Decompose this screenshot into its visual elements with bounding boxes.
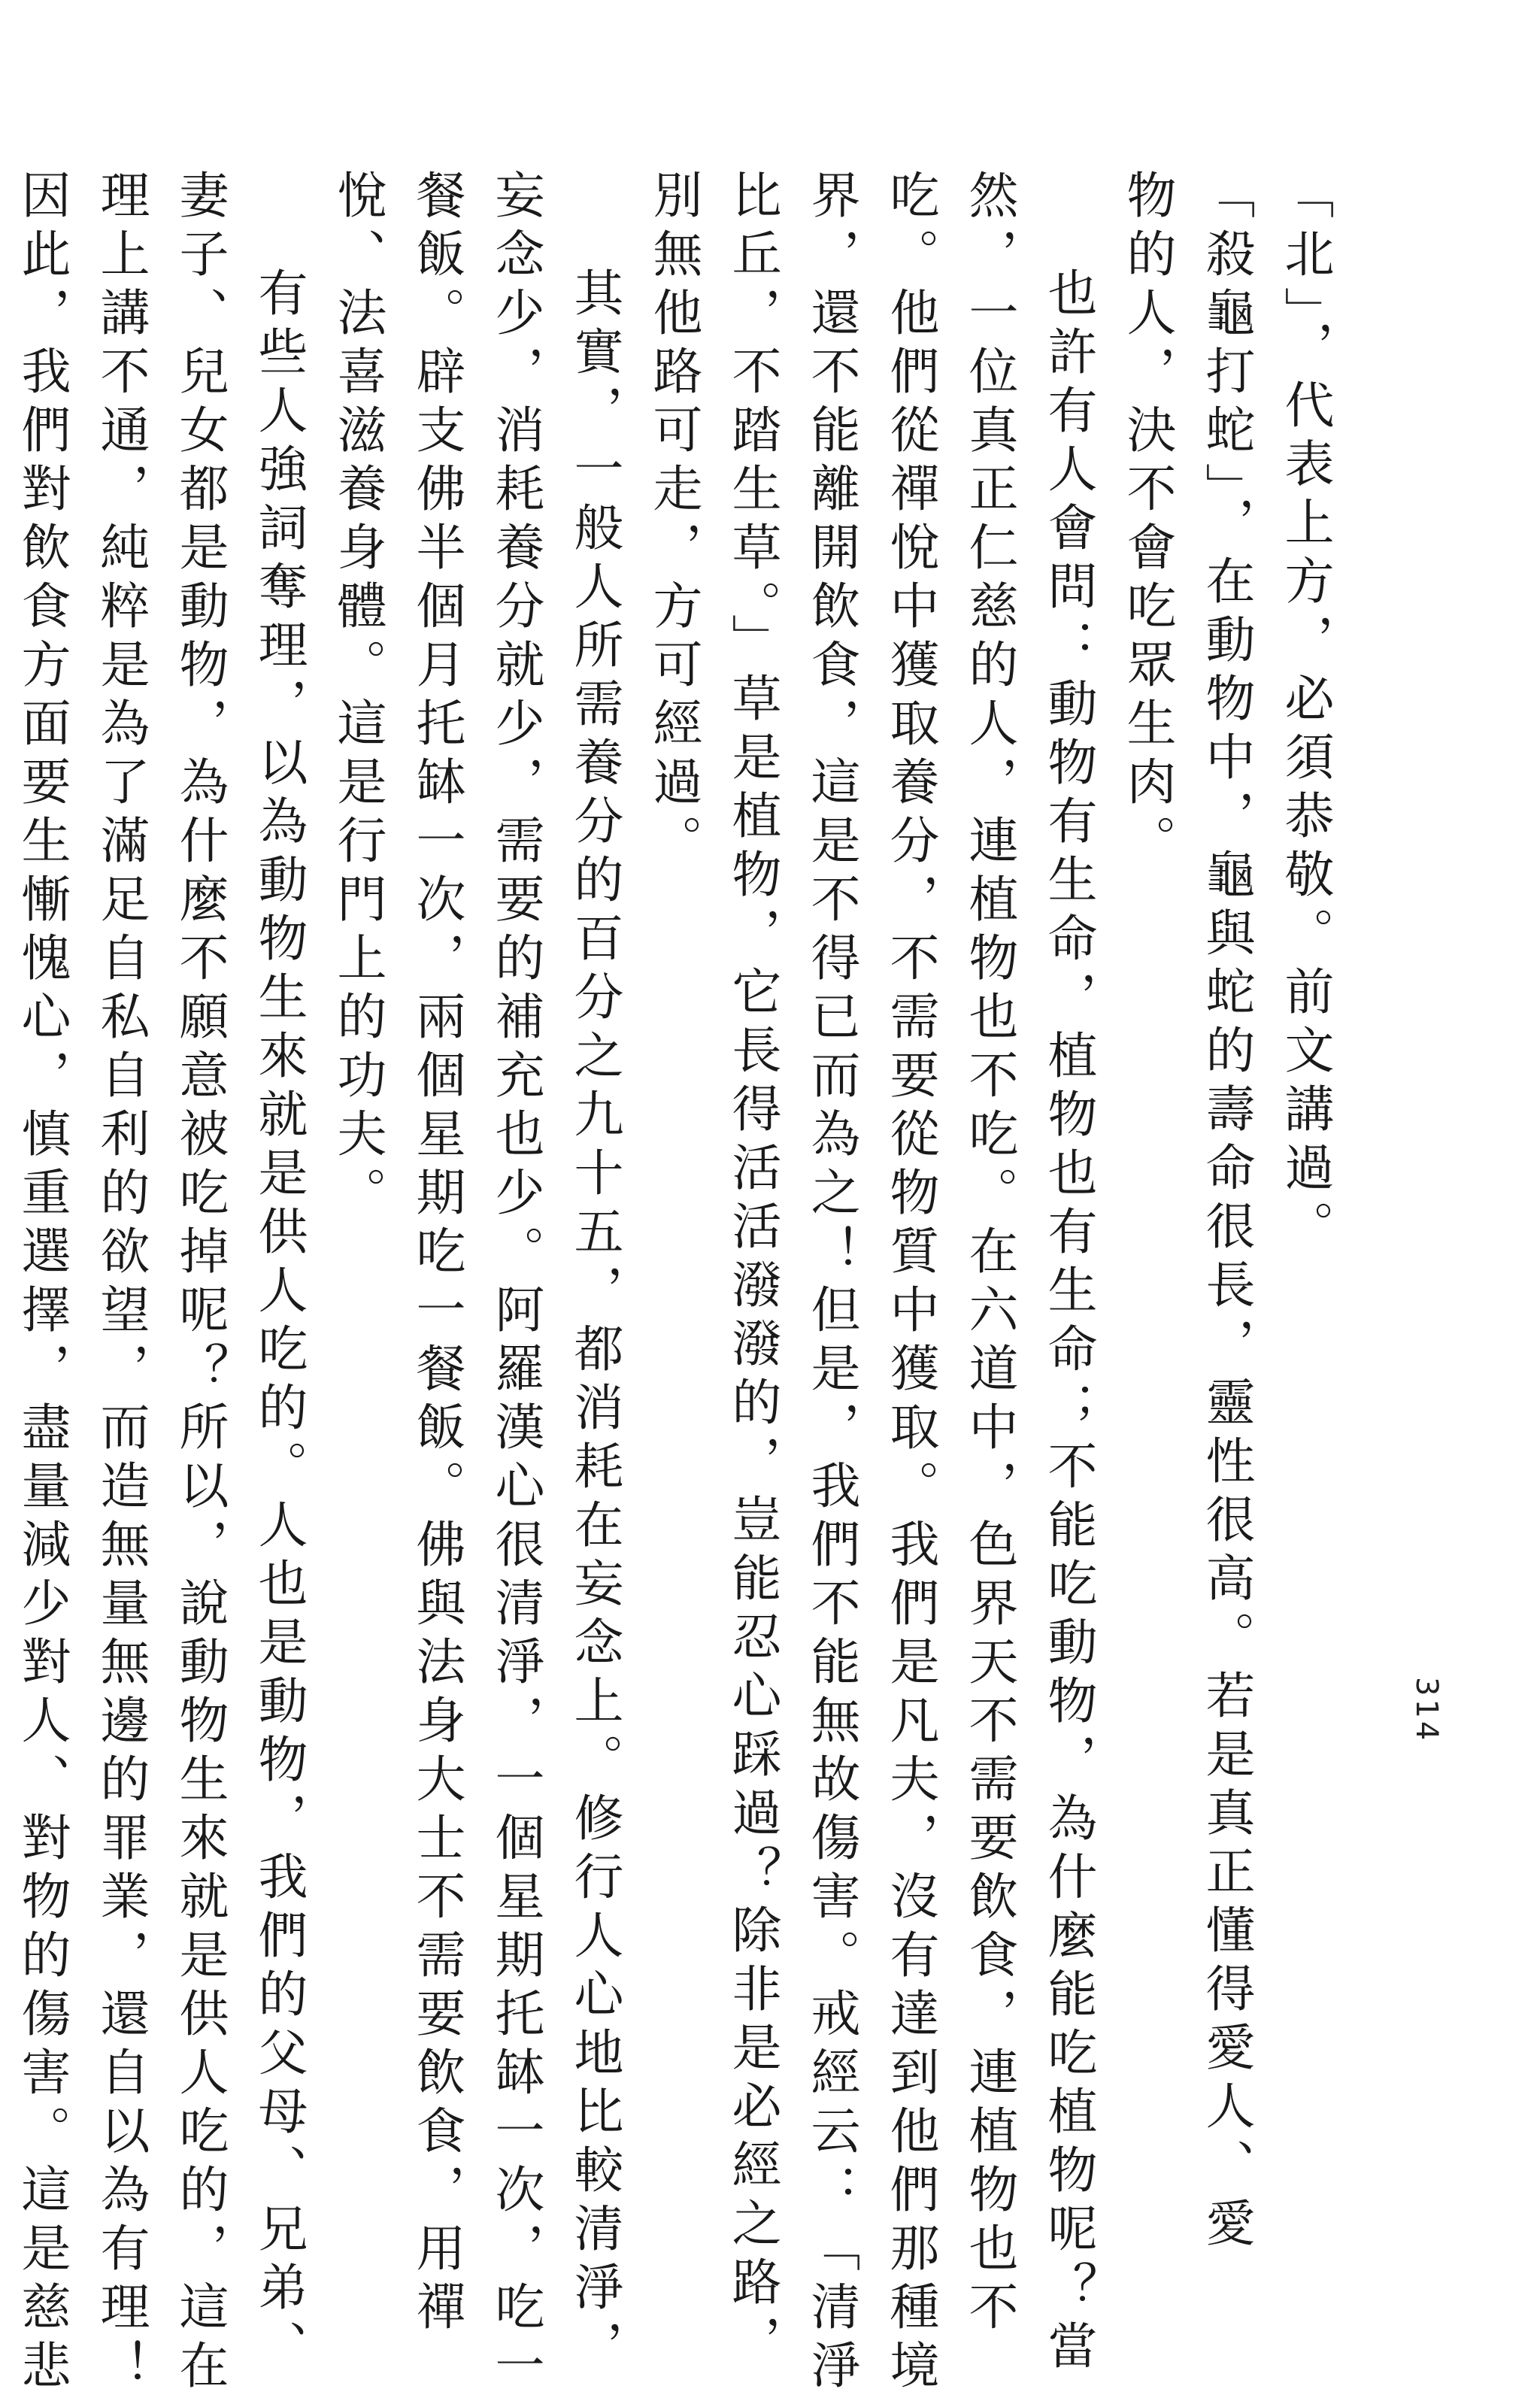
text-line-9: 別無他路可走，方可經過。 (644, 169, 702, 873)
text-line-15: 妻子、兒女都是動物，為什麼不願意被吃掉呢？所以，說動物生來就是供人吃的，這在 (171, 169, 229, 2398)
text-line-6: 吃。他們從禪悅中獲取養分，不需要從物質中獲取。我們是凡夫，沒有達到他們那種境 (881, 169, 939, 2398)
text-line-2: 「殺龜打蛇」，在動物中，龜與蛇的壽命很長，靈性很高。若是真正懂得愛人、愛 (1197, 169, 1255, 2256)
page-number: 314 (1409, 1677, 1444, 1744)
text-line-17: 因此，我們對飲食方面要生慚愧心，慎重選擇，盡量減少對人、對物的傷害。這是慈悲 (13, 169, 71, 2398)
text-line-3: 物的人，決不會吃眾生肉。 (1118, 169, 1176, 873)
text-line-11: 妄念少，消耗養分就少，需要的補充也少。阿羅漢心很清淨，一個星期托缽一次，吃一 (487, 169, 544, 2398)
text-line-8: 比丘，不踏生草。」草是植物，它長得活活潑潑的，豈能忍心踩過？除非是必經之路， (723, 169, 781, 2373)
text-line-10: 其實，一般人所需養分的百分之九十五，都消耗在妄念上。修行人心地比較清淨， (565, 267, 623, 2378)
text-line-12: 餐飯。辟支佛半個月托缽一次，兩個星期吃一餐飯。佛與法身大士不需要飲食，用禪 (408, 169, 465, 2339)
text-line-13: 悅、法喜滋養身體。這是行門上的功夫。 (329, 169, 387, 1225)
text-line-16: 理上講不通，純粹是為了滿足自私自利的欲望，而造無量無邊的罪業，還自以為有理！ (92, 169, 150, 2398)
text-line-1: 「北」，代表上方，必須恭敬。前文講過。 (1276, 169, 1334, 1259)
text-line-14: 有些人強詞奪理，以為動物生來就是供人吃的。人也是動物，我們的父母、兄弟、 (250, 267, 308, 2378)
vertical-text-body (2, 169, 1344, 2398)
text-line-7: 界，還不能離開飲食，這是不得已而為之！但是，我們不能無故傷害。戒經云：「清淨 (802, 169, 860, 2398)
text-line-4: 也許有人會問：動物有生命，植物也有生命；不能吃動物，為什麼能吃植物呢？當 (1039, 267, 1097, 2378)
text-line-5: 然，一位真正仁慈的人，連植物也不吃。在六道中，色界天不需要飲食，連植物也不 (960, 169, 1018, 2339)
